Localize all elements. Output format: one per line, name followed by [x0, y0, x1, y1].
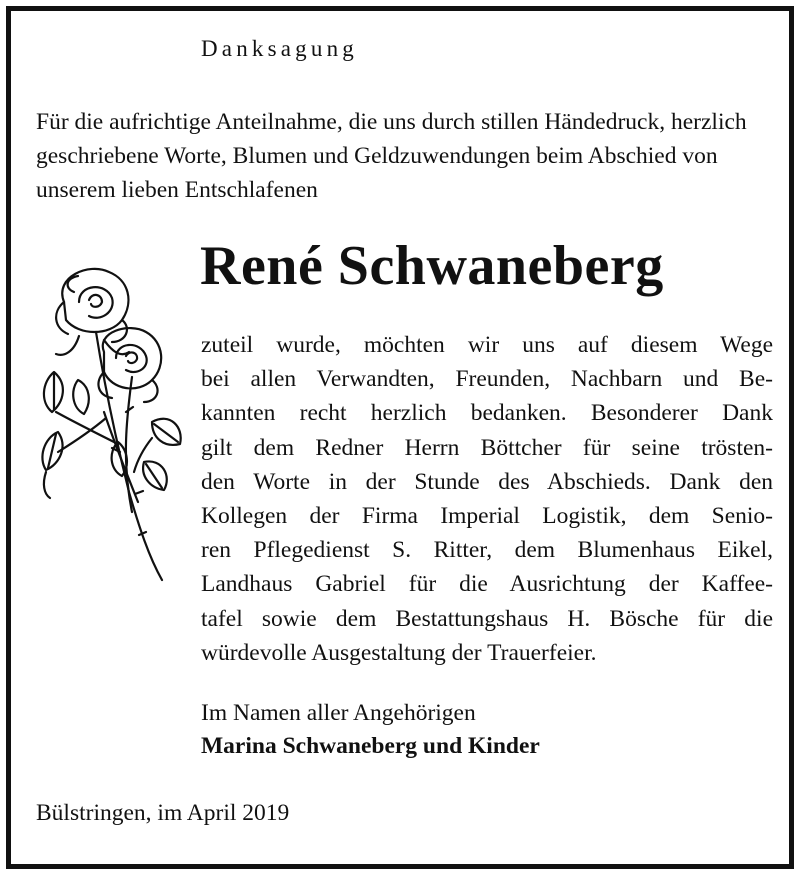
body-line: würdevolle Ausgestaltung der Trauerfeier.: [201, 639, 597, 666]
place-date: Bülstringen, im April 2019: [36, 800, 290, 826]
signature-intro: Im Namen aller Angehörigen: [201, 700, 476, 726]
body-line: Landhaus Gabriel für die Ausrichtung der Kaffee-: [201, 571, 773, 598]
body-line: Kollegen der Firma Imperial Logistik, dem Senio-: [201, 503, 773, 530]
body-line: ren Pflegedienst S. Ritter, dem Blumenhaus Eikel,: [201, 537, 773, 564]
intro-paragraph: Für die aufrichtige Anteilnahme, die uns durch stillen Händedruck, herzlich geschriebene Worte, Blumen und Geldzuwendungen beim Abschied von unserem lieben Entschlafenen: [36, 109, 747, 203]
notice-heading: Danksagung: [201, 36, 358, 61]
signature-names: Marina Schwaneberg und Kinder: [201, 733, 540, 759]
body-line: tafel sowie dem Bestattungshaus H. Bösche für die: [201, 605, 773, 632]
body-line: bei allen Verwandten, Freunden, Nachbarn und Be-: [201, 366, 773, 393]
body-line: zuteil wurde, möchten wir uns auf diesem Wege: [201, 332, 773, 358]
body-line: den Worte in der Stunde des Abschieds. Dank den: [201, 468, 773, 495]
rose-icon: [34, 262, 184, 592]
body-line: kannten recht herzlich bedanken. Besonderer Dank: [201, 400, 773, 427]
deceased-name: René Schwaneberg: [200, 235, 664, 297]
body-line: gilt dem Redner Herrn Böttcher für seine trösten-: [201, 434, 773, 461]
body-paragraph: [201, 328, 773, 670]
